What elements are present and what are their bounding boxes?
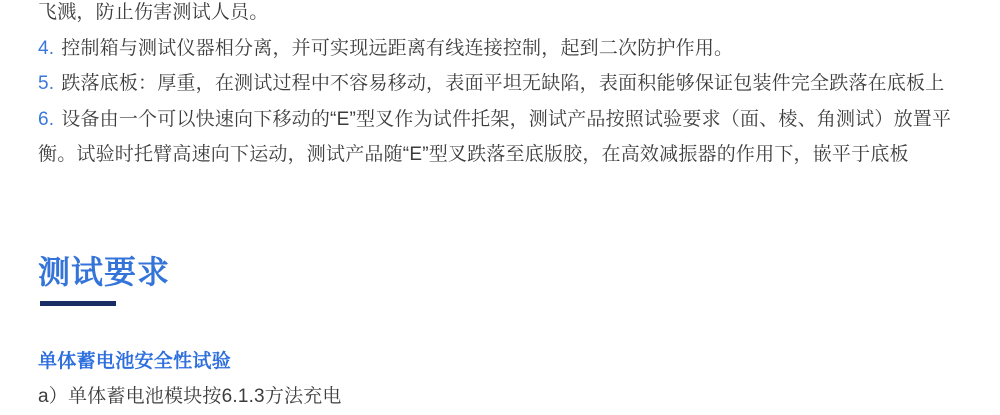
section-title: 测试要求	[38, 253, 171, 290]
paragraph-text: 飞溅，防止伤害测试人员。	[38, 2, 269, 23]
paragraph-continuation-line	[38, 0, 964, 31]
test-step-a: a）单体蓄电池模块按6.1.3方法充电	[38, 385, 342, 407]
item-number: 6.	[38, 108, 55, 130]
subsection-title: 单体蓄电池安全性试验	[38, 350, 232, 372]
item-number: 4.	[38, 37, 55, 59]
numbered-item-6	[38, 102, 964, 173]
numbered-item-5	[38, 66, 964, 102]
numbered-item-4	[38, 31, 964, 67]
item-text: 控制箱与测试仪器相分离，并可实现远距离有线连接控制，起到二次防护作用。	[61, 37, 734, 59]
item-text: 设备由一个可以快速向下移动的“E”型叉作为试件托架，测试产品按照试验要求（面、棱、角测试）放置平衡。试验时托臂高速向下运动，测试产品随“E”型叉跌落至底版胶，在高效减振器的作用下，嵌平于底板	[38, 108, 952, 165]
title-underline-bar	[40, 301, 116, 306]
item-number: 5.	[38, 73, 55, 94]
equipment-description-section	[38, 0, 964, 173]
item-text: 跌落底板：厚重，在测试过程中不容易移动，表面平坦无缺陷，表面积能够保证包装件完全跌落在底板上	[61, 73, 945, 94]
